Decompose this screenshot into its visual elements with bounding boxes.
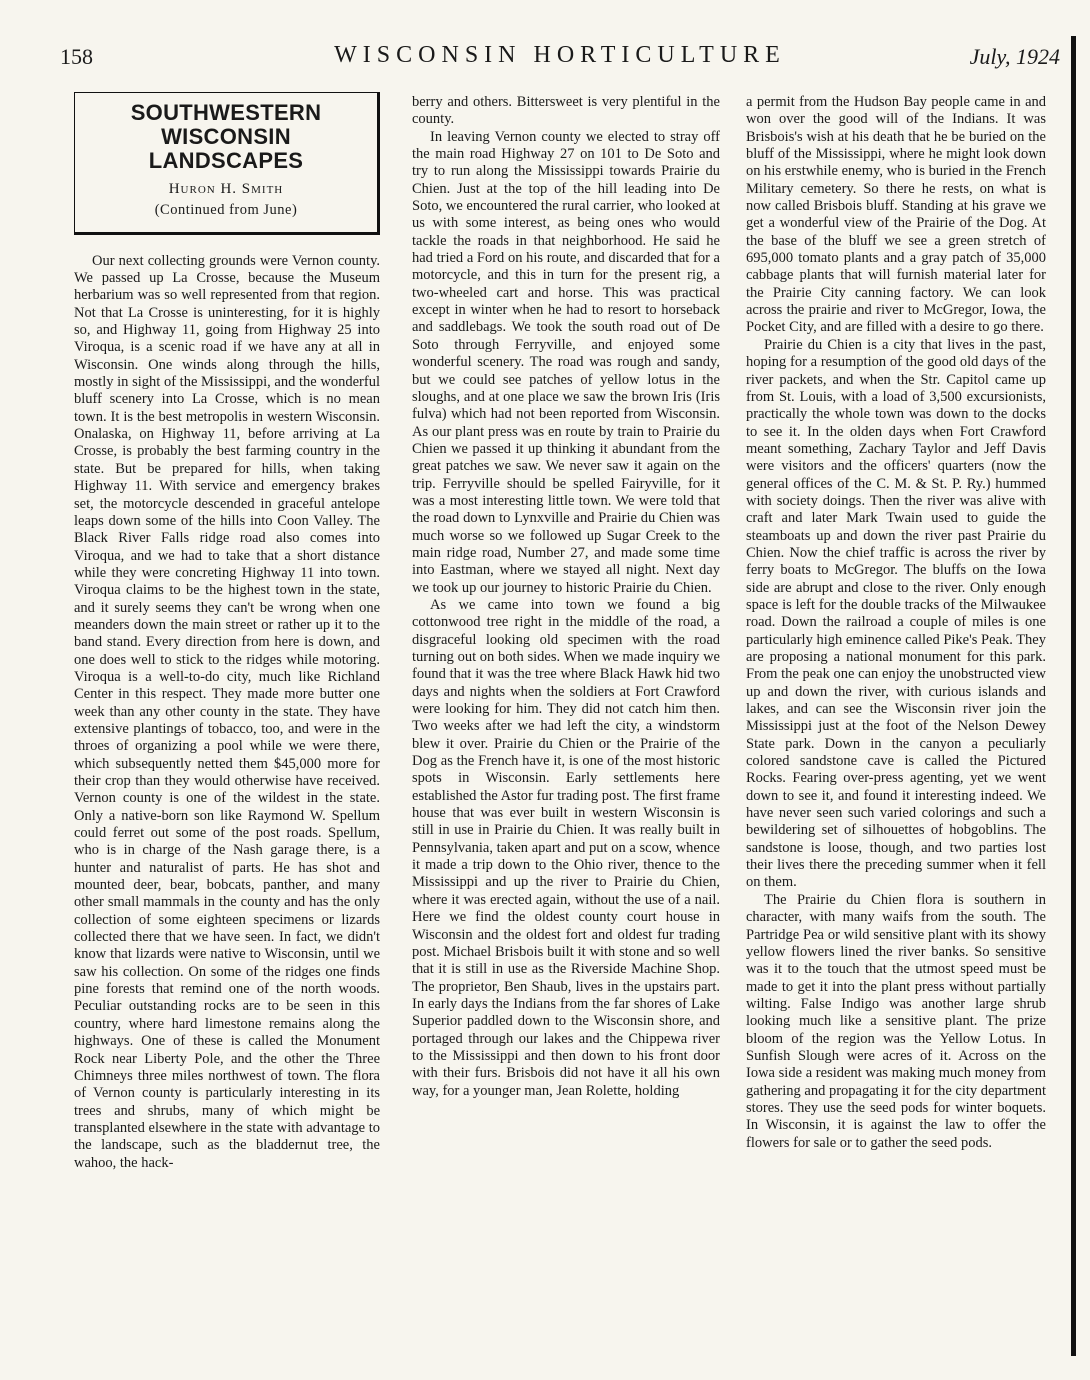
paragraph: berry and others. Bittersweet is very plentiful in the county. [412, 94, 720, 128]
article-title: SOUTHWESTERN WISCONSIN LANDSCAPES [130, 100, 322, 173]
article-author: Huron H. Smith [168, 181, 284, 197]
paragraph: Our next collecting grounds were Vernon county. We passed up La Crosse, because the Museum herbarium was so well represented from that region. Not that La Crosse is uninteresting, for it is highly so, and Highway 11, going from Highway 25 into Viroqua, is a scenic road if we have any at all in Wisconsin. One winds along through the hills, mostly in sight of the Mississippi, and the wonderful bluff scenery into La Crosse, which is no mean town. It is the best metropolis in western Wisconsin. Onalaska, on Highway 11, before arriving at La Crosse, is probably the best farming country in the state. But be prepared for hills, when taking Highway 11. With service and emergency brakes set, the motorcycle descended in graceful antelope leaps down some of the hills into Coon Valley. The Black River Falls ridge road also comes into Viroqua, and we had to take that a short distance while they were concreting Highway 11 into town. Viroqua claims to be the highest town in the state, and it surely seems they can't be wrong when one meanders down the main street or rather up it to the band stand. Every direction from here is down, and one does well to stick to the ridges while motoring. Viroqua is a well-to-do city, much like Richland Center in this respect. They made more butter one week than any other county in the state. They have extensive plantings of tobacco, too, and were in the throes of organizing a pool while we were there, which subsequently netted them $45,000 more for their crop than they would otherwise have received. Vernon county is one of the wildest in the state. Only a native-born son like Raymond W. Spellum could ferret out some of the post roads. Spellum, who is in charge of the Nash garage there, is a hunter and naturalist of parts. He has shot and mounted deer, bear, bobcats, panther, and many other small mammals in the county and has the only collection of some eighteen specimens or lizards collected there that we have seen. In fact, we didn't know that lizards were native to Wisconsin, until we saw his collection. On some of the ridges one finds pine forests that remind one of the north woods. Peculiar outstanding rocks are to be seen in this country, where hard limestone remains along the highways. One of these is called the Monument Rock near Liberty Pole, and the other the Three Chimneys three miles northwest of town. The flora of Vernon county is particularly interesting in its trees and shrubs, many of which might be transplanted elsewhere in the state with advantage to the landscape, such as the bladdernut tree, the wahoo, the hack- [74, 252, 380, 1171]
issue-date: July, 1924 [969, 44, 1060, 69]
paragraph: Prairie du Chien is a city that lives in the past, hoping for a resumption of the good old days of the river packets, and when the Str. Capitol came up from St. Louis, with a load of 3,500 excursionists, practically the whole town was down to the docks to see it. In the olden days when Fort Crawford meant something, Zachary Taylor and Jeff Davis were visitors and the officers' quarters (now the general offices of the C. M. & St. P. Ry.) hummed with society doings. Then the river was alive with craft and later Mark Twain used to guide the steamboats up and down the river past Prairie du Chien. Now the chief traffic is across the river by ferry boats to McGregor. The bluffs on the Iowa side are abrupt and close to the river. Only enough space is left for the double tracks of the Milwaukee road. Down the railroad a couple of miles is one particularly high eminence called Pike's Peak. They are proposing a national monument for this park. From the peak one can enjoy the unobstructed view up and down the river, with curious islands and lakes, and can see the Wisconsin river join the Mississippi just at the foot of the Nelson Dewey State park. Down in the canyon a peculiarly colored sandstone cave is called the Pictured Rocks. Fearing over-press agenting, yet we went down to see it, and found it interesting indeed. We have never seen such varied colorings and such a bewildering set of silhouettes of hobgoblins. The sandstone is loose, though, and two parties lost their lives there the preceding summer when it fell on them. [746, 336, 1046, 891]
page-edge-rule [1071, 36, 1076, 1356]
column-3 [746, 94, 1046, 1356]
journal-title: WISCONSIN HORTICULTURE [334, 42, 786, 68]
page-number: 158 [60, 44, 93, 69]
column-1 [74, 92, 380, 1356]
column-2 [412, 94, 720, 1356]
continued-note: (Continued from June) [154, 202, 298, 219]
article-title-box [74, 92, 380, 235]
paragraph: a permit from the Hudson Bay people came in and won over the good will of the Indians. It was Brisbois's wish at his death that he be buried on the bluff of the Mississippi, where he might look down on his erstwhile enemy, who is buried in the French Military cemetery. So there he rests, on what is now called Brisbois bluff. Standing at his grave we get a wonderful view of the Prairie of the Dog. At the base of the bluff we see a green stretch of 695,000 tomato plants and a gray patch of 35,000 cabbage plants that will furnish material later for the Prairie City canning factory. We can look across the prairie and river to McGregor, Iowa, the Pocket City, and are filled with a desire to go there. [746, 94, 1046, 336]
paragraph: In leaving Vernon county we elected to stray off the main road Highway 27 on 101 to De Soto and try to run along the Mississippi towards Prairie du Chien. Just at the top of the hill leading into De Soto, we encountered the rural carrier, who looked at us with some interest, as being ones who would tackle the roads in that neighborhood. He said he had tried a Ford on his route, and discarded that for a motorcycle, and this in turn for the present rig, a two-wheeled cart and horse. This was practical except in winter when he had to resort to horseback and saddlebags. We took the south road out of De Soto through Ferryville, and enjoyed some wonderful scenery. The road was rough and sandy, but we could see patches of yellow lotus in the sloughs, and at one place we saw the brown Iris (Iris fulva) which had not been reported from Wisconsin. As our plant press was en route by train to Prairie du Chien we passed it up thinking it abundant from the great patches we saw. We never saw it again on the trip. Ferryville should be spelled Fairyville, for it was a most interesting little town. We were told that the road down to Lynxville and Prairie du Chien was much worse so we followed up Sugar Creek to the main ridge road, Number 27, and made some time into Eastman, where we stayed all night. Next day we took up our journey to historic Prairie du Chien. [412, 128, 720, 596]
paragraph: As we came into town we found a big cottonwood tree right in the middle of the road, a disgraceful looking old specimen with the road turning out on both sides. When we made inquiry we found that it was the tree where Black Hawk hid two days and nights when the soldiers at Fort Crawford were looking for him. They did not catch him then. Two weeks after we had left the city, a windstorm blew it over. Prairie du Chien or the Prairie of the Dog as the French have it, is one of the most historic spots in Wisconsin. Early settlements here established the Astor fur trading post. The first frame house that was ever built in western Wisconsin is still in use in Prairie du Chien. It was really built in Pennsylvania, taken apart and put on a scow, whence it made a trip down to the Ohio river, thence to the Mississippi and up the river to Prairie du Chien, where it was erected again, without the use of a nail. Here we find the oldest county court house in Wisconsin and the oldest fort and oldest fur trading post. Michael Brisbois built it with stone and so well that it is still in use as the Riverside Machine Shop. The proprietor, Ben Shaub, lives in the upstairs part. In early days the Indians from the far shores of Lake Superior paddled down to the Wisconsin shore, and portaged through our lakes and the Chippewa river to the Mississippi and then down to his front door with their furs. Brisbois did not have it all his own way, for a younger man, Jean Rolette, holding [412, 596, 720, 1099]
running-header [60, 40, 1060, 80]
paragraph: The Prairie du Chien flora is southern in character, with many waifs from the south. The Partridge Pea or wild sensitive plant with its showy yellow flowers lined the river banks. So sensitive was it to the touch that the utmost speed must be made to get it into the plant press without partially wilting. False Indigo was another large shrub looking much like a sensitive plant. The prize bloom of the region was the Yellow Lotus. In Sunfish Slough were acres of it. Across on the Iowa side a resident was making much money from gathering and propagating it for the city department stores. They use the seed pods for winter boquets. In Wisconsin, it is against the law to offer the flowers for sale or to gather the seed pods. [746, 891, 1046, 1151]
